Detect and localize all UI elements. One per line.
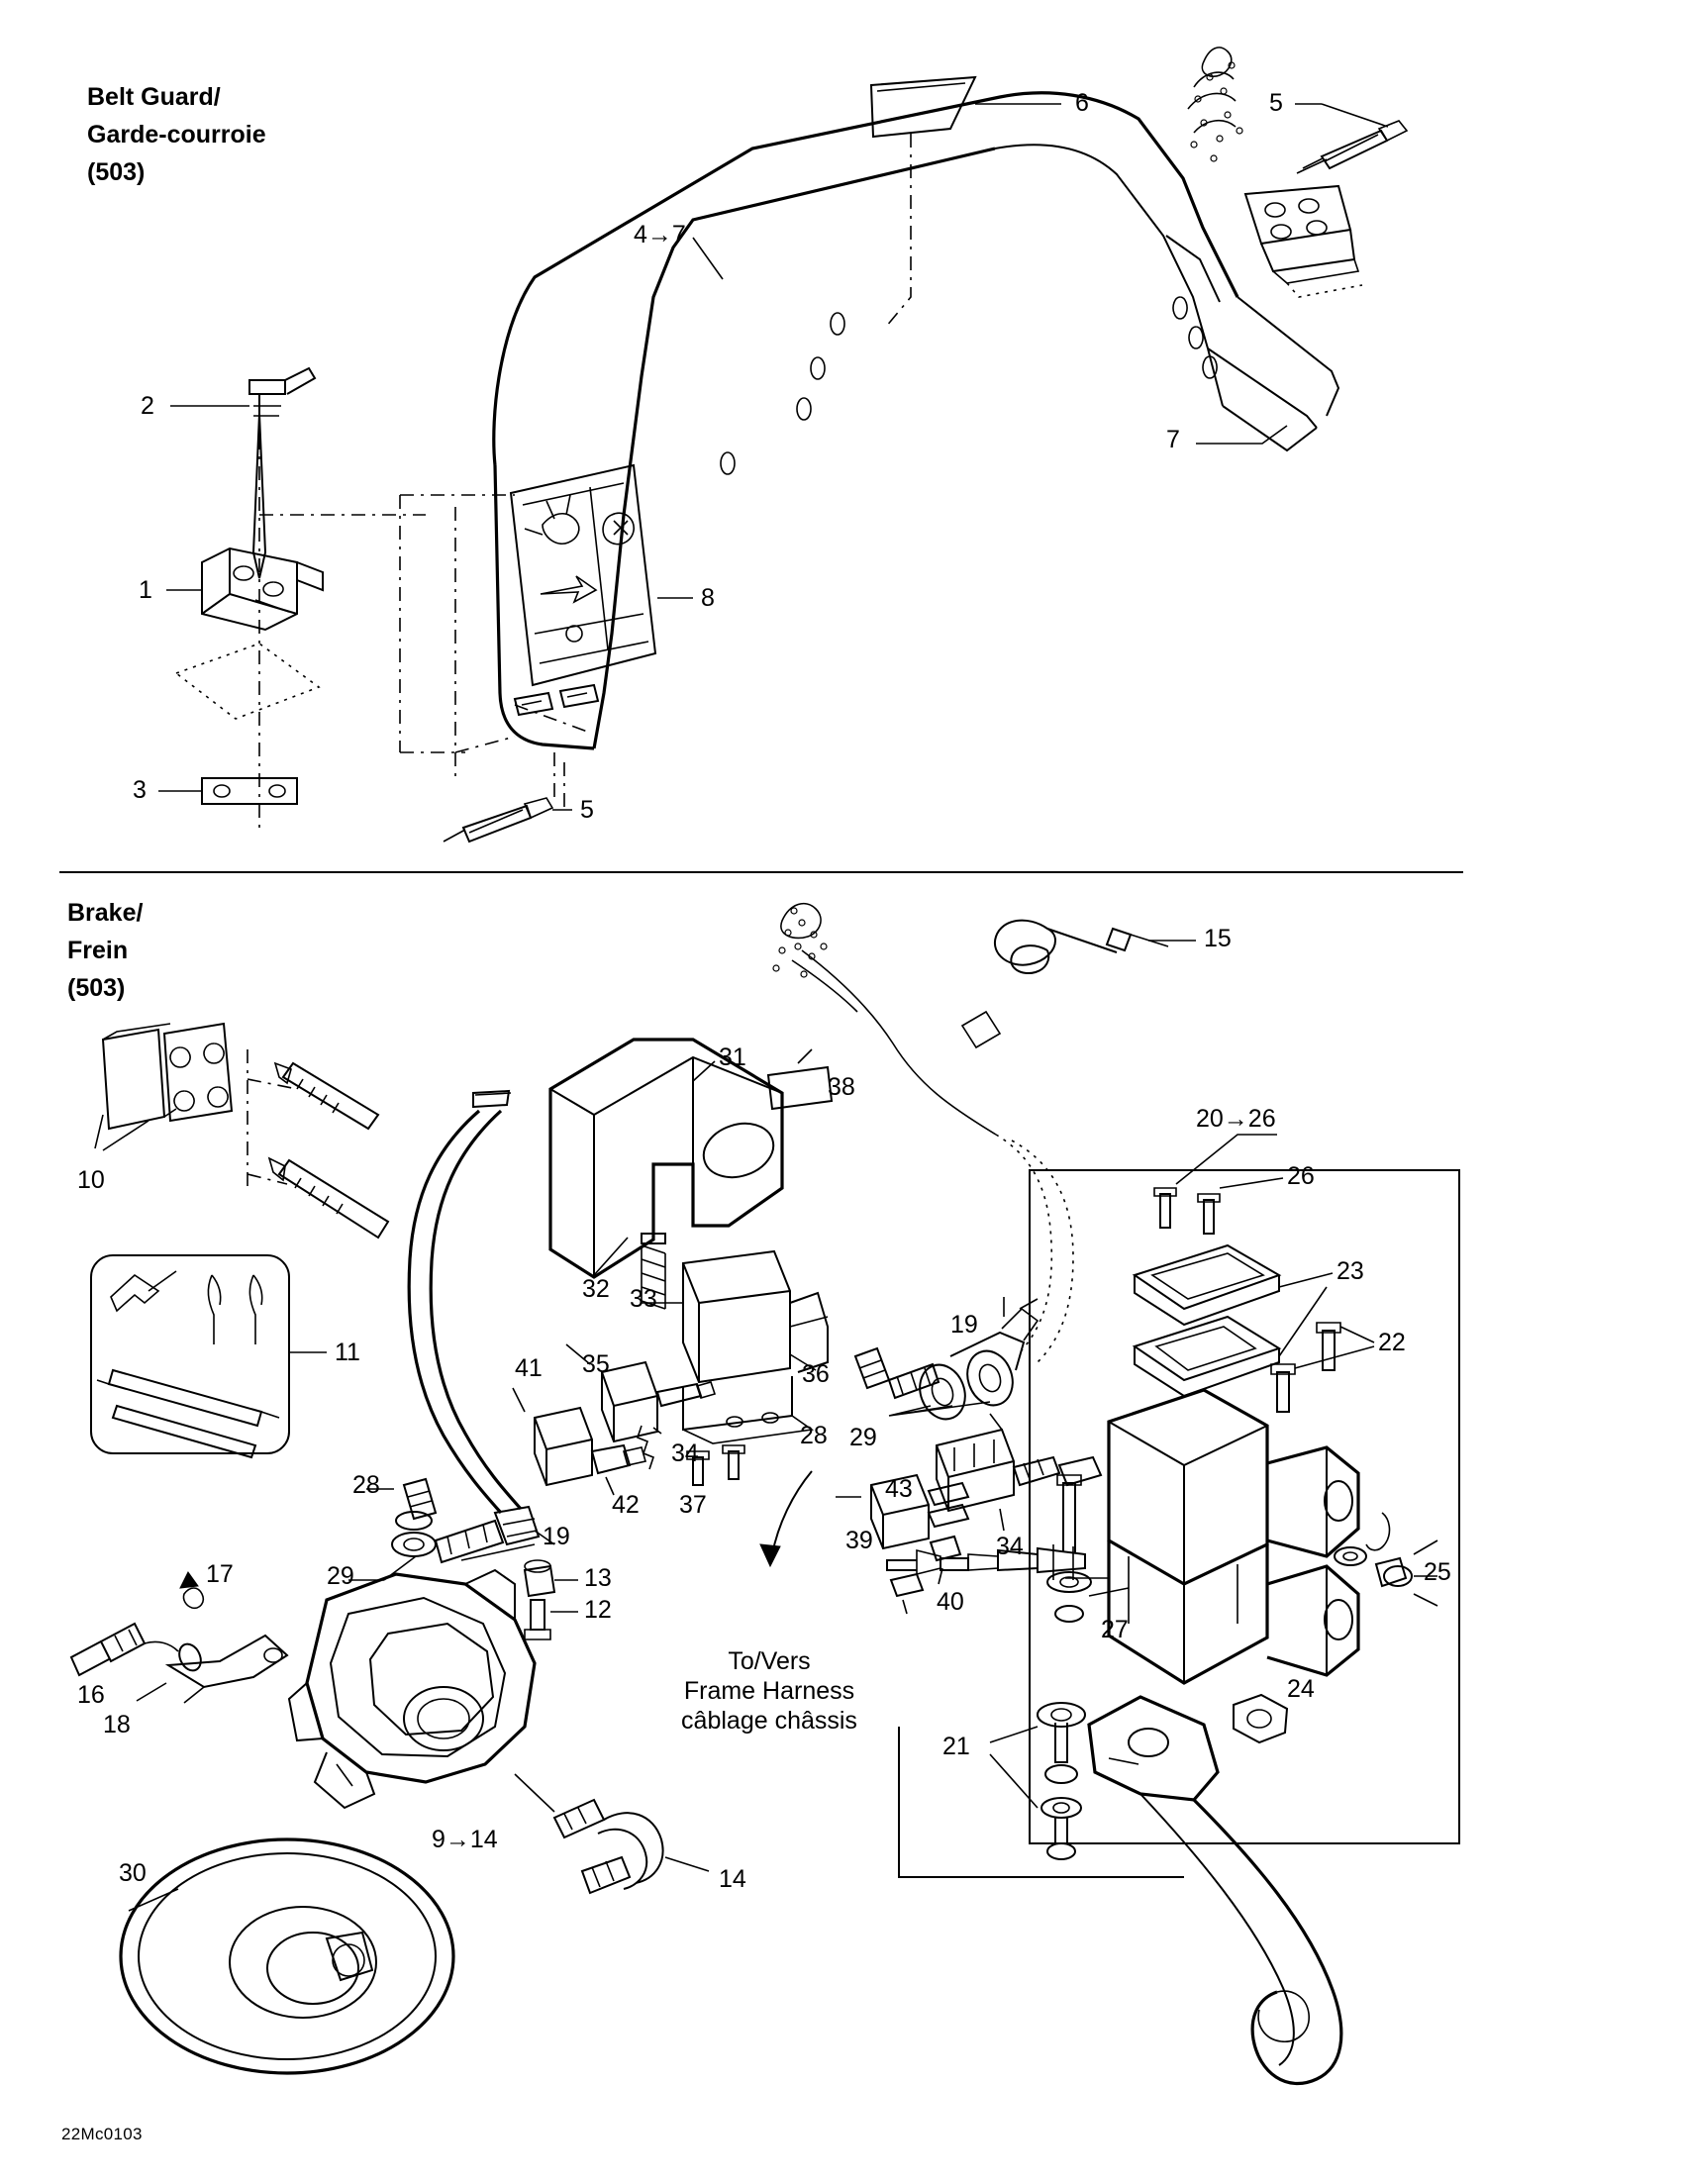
callout-36: 36 (802, 1360, 830, 1388)
section-title-belt-guard-en: Belt Guard/ (87, 83, 221, 111)
callout-30: 30 (119, 1859, 147, 1887)
callout-31: 31 (719, 1043, 746, 1071)
section-model-brake: (503) (67, 974, 126, 1002)
callout-6: 6 (1075, 89, 1089, 117)
section-title-brake-fr: Frein (67, 937, 129, 964)
callout-9-to-14: 9→14 (432, 1826, 498, 1853)
callout-35: 35 (582, 1350, 610, 1378)
callout-43: 43 (885, 1475, 913, 1503)
callout-28-left: 28 (352, 1471, 380, 1499)
callout-37: 37 (679, 1491, 707, 1519)
callout-38: 38 (828, 1073, 855, 1101)
callout-29-center: 29 (849, 1424, 877, 1451)
callout-3: 3 (133, 776, 147, 804)
callout-41: 41 (515, 1354, 543, 1382)
callout-26: 26 (1287, 1162, 1315, 1190)
callout-4-to-7: 4→7 (634, 221, 686, 248)
callout-34-a: 34 (671, 1439, 699, 1467)
harness-note-line1: To/Vers (728, 1647, 811, 1675)
callout-14: 14 (719, 1865, 746, 1893)
callout-27: 27 (1101, 1616, 1129, 1643)
section-divider (59, 871, 1463, 873)
callout-2: 2 (141, 392, 154, 420)
callout-16: 16 (77, 1681, 105, 1709)
callout-7: 7 (1166, 426, 1180, 453)
callout-22: 22 (1378, 1329, 1406, 1356)
callout-40: 40 (937, 1588, 964, 1616)
callout-5-top: 5 (1269, 89, 1283, 117)
callout-18: 18 (103, 1711, 131, 1738)
callout-19-center: 19 (950, 1311, 978, 1339)
callout-13: 13 (584, 1564, 612, 1592)
callout-39: 39 (845, 1527, 873, 1554)
callout-29-left: 29 (327, 1562, 354, 1590)
callout-15: 15 (1204, 925, 1232, 952)
callout-28-center: 28 (800, 1422, 828, 1449)
callout-5-bottom: 5 (580, 796, 594, 824)
callout-42: 42 (612, 1491, 640, 1519)
section-title-belt-guard-fr: Garde-courroie (87, 121, 266, 149)
callout-20-to-26: 20→26 (1196, 1105, 1276, 1133)
callout-11: 11 (335, 1339, 360, 1366)
callout-12: 12 (584, 1596, 612, 1624)
harness-note-line2: Frame Harness (683, 1677, 855, 1705)
callout-32: 32 (582, 1275, 610, 1303)
drawing-code: 22Mc0103 (61, 2125, 143, 2143)
callout-21: 21 (942, 1733, 970, 1760)
callout-34-b: 34 (996, 1533, 1024, 1560)
callout-24: 24 (1287, 1675, 1315, 1703)
callout-17: 17 (206, 1560, 234, 1588)
callout-1: 1 (139, 576, 152, 604)
section-title-brake-en: Brake/ (67, 899, 144, 927)
callout-25: 25 (1424, 1558, 1451, 1586)
callout-33: 33 (630, 1285, 657, 1313)
callout-10: 10 (77, 1166, 105, 1194)
harness-note-line3: câblage châssis (681, 1707, 857, 1735)
callout-19-left: 19 (543, 1523, 570, 1550)
callout-8: 8 (701, 584, 715, 612)
callout-23: 23 (1336, 1257, 1364, 1285)
section-model-belt-guard: (503) (87, 158, 146, 186)
